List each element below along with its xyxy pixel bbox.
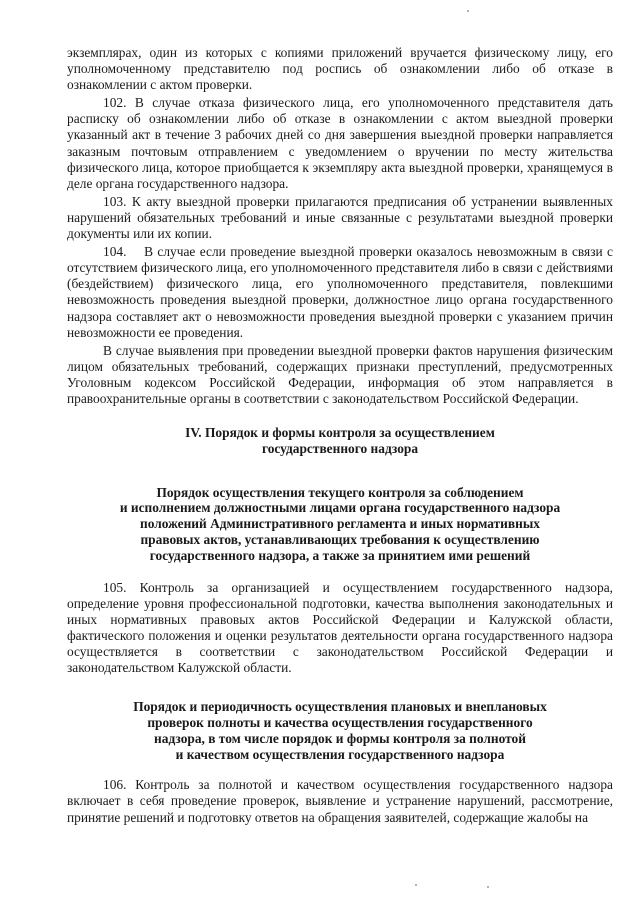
heading-line: и исполнением должностными лицами органа государственного надзора <box>119 500 561 516</box>
paragraph-105: 105. Контроль за организацией и осуществлением государственного надзора, определение уровня профессиональной подготовки, качества выполнения законодательных и иных нормативных правовых актов Российской Федерации и Калужской области, фактического положения и оценки результатов деятельности органа государственного надзора осуществляется в соответствии с законодательством Российской Федерации и законодательством Калужской области. <box>67 579 613 676</box>
heading-line: и качеством осуществления государственного надзора <box>175 746 505 762</box>
scan-speck <box>415 884 417 886</box>
paragraph-violations: В случае выявления при проведении выездной проверки фактов нарушения физическим лицом обязательных требований, содержащих признаки преступлений, предусмотренных Уголовным кодексом Российской Федерации, информация об этом направляется в правоохранительные органы в соответствии с законодательством Российской Федерации. <box>67 342 613 406</box>
heading-line: правовых актов, устанавливающих требования к осуществлению <box>140 532 540 548</box>
scan-speck <box>487 886 489 888</box>
heading-line: проверок полноты и качества осуществления государственного <box>147 715 533 730</box>
paragraph-102: 102. В случае отказа физического лица, его уполномоченного представителя дать расписку об ознакомлении либо об отказе в ознакомлении с актом выездной проверки указанный акт в течение 3 рабочих дней со дня завершения выездной проверки направляется заказным почтовым отправлением с уведомлением о вручении по месту жительства физического лица, которое приобщается к экземпляру акта выездной проверки, хранящемуся в деле органа государственного надзора. <box>67 95 613 191</box>
heading-line: государственного надзора <box>261 440 419 456</box>
paragraph-continuation: экземплярах, один из которых с копиями приложений вручается физическому лицу, его уполномоченному представителю под роспись об ознакомлении либо об отказе в ознакомлении с актом проверки. <box>67 45 613 93</box>
paragraph-103: 103. К акту выездной проверки прилагаются предписания об устранении выявленных нарушений обязательных требований и иные связанные с результатами выездной проверки документы или их копии. <box>67 193 613 242</box>
section-4-heading <box>67 425 613 457</box>
paragraph-104: 104. В случае если проведение выездной проверки оказалось невозможным в связи с отсутствием физического лица, его уполномоченного представителя либо в связи с действиями (бездействием) физического лица, его уполномоченного представителя, повлекшими невозможность проведения выездной проверки, должностное лицо органа государственного надзора составляет акт о невозможности проведения выездной проверки с указанием причин невозможности ее проведения. <box>67 244 617 340</box>
heading-line: государственного надзора, а также за принятием ими решений <box>149 547 531 563</box>
heading-line: Порядок и периодичность осуществления плановых и внеплановых <box>133 699 547 715</box>
inspections-heading <box>67 699 613 762</box>
scan-speck <box>467 10 469 12</box>
heading-line: положений Административного регламента и иных нормативных <box>140 516 540 532</box>
current-control-heading <box>67 485 613 564</box>
document-page <box>67 45 617 826</box>
heading-line: Порядок осуществления текущего контроля за соблюдением <box>156 484 524 500</box>
paragraph-106: 106. Контроль за полнотой и качеством осуществления государственного надзора включает в себя проведение проверок, выявление и устранение нарушений, рассмотрение, принятие решений и подготовку ответов на обращения заявителей, содержащие жалобы на <box>67 777 613 825</box>
heading-line: IV. Порядок и формы контроля за осуществлением <box>185 425 495 441</box>
heading-line: надзора, в том числе порядок и формы контроля за полнотой <box>154 730 526 746</box>
